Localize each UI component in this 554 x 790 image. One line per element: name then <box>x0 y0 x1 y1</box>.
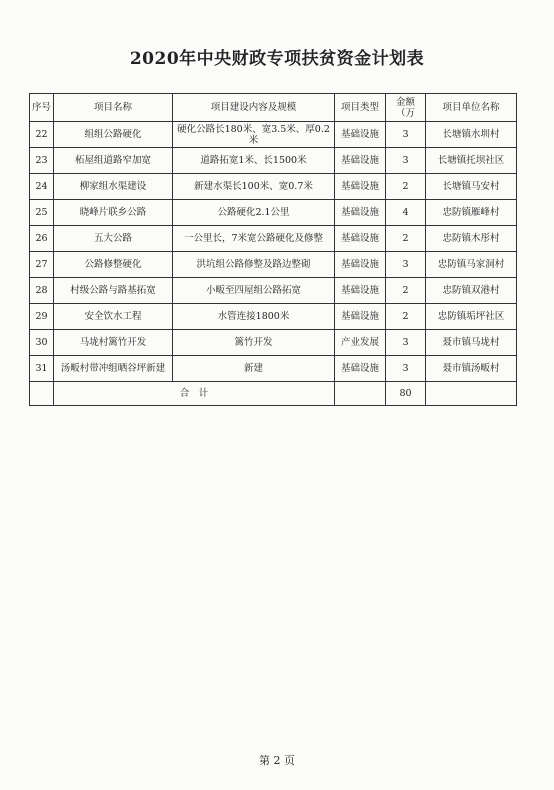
cell-unit: 忠防镇垢坪社区 <box>426 304 517 330</box>
table-row <box>30 122 517 148</box>
cell-unit: 长塘镇水圳村 <box>426 122 517 148</box>
cell-no: 23 <box>30 148 54 174</box>
cell-content: 篱竹开发 <box>173 330 335 356</box>
cell-name: 五大公路 <box>54 226 173 252</box>
page-title: 2020年中央财政专项扶贫资金计划表 <box>129 49 425 69</box>
cell-type: 基础设施 <box>335 148 386 174</box>
col-header-unit: 项目单位名称 <box>426 94 517 122</box>
col-header-amount: 金额（万 <box>386 94 426 122</box>
cell-amount: 2 <box>386 278 426 304</box>
cell-type: 基础设施 <box>335 226 386 252</box>
cell-content: 水管连接1800米 <box>173 304 335 330</box>
cell-no: 22 <box>30 122 54 148</box>
header-row <box>30 94 517 122</box>
total-type-cell <box>335 382 386 406</box>
col-header-type: 项目类型 <box>335 94 386 122</box>
cell-amount: 2 <box>386 304 426 330</box>
cell-unit: 长塘镇马安村 <box>426 174 517 200</box>
cell-unit: 聂市镇马垅村 <box>426 330 517 356</box>
plan-table <box>29 93 517 406</box>
cell-name: 组组公路硬化 <box>54 122 173 148</box>
table-row <box>30 278 517 304</box>
cell-no: 24 <box>30 174 54 200</box>
cell-amount: 3 <box>386 356 426 382</box>
cell-amount: 2 <box>386 174 426 200</box>
cell-amount: 2 <box>386 226 426 252</box>
total-empty-cell <box>30 382 54 406</box>
cell-no: 29 <box>30 304 54 330</box>
cell-content: 洪坑组公路修整及路边整砌 <box>173 252 335 278</box>
cell-name: 柳家组水渠建设 <box>54 174 173 200</box>
cell-no: 25 <box>30 200 54 226</box>
total-row <box>30 382 517 406</box>
table-row <box>30 226 517 252</box>
cell-no: 31 <box>30 356 54 382</box>
col-header-content: 项目建设内容及规模 <box>173 94 335 122</box>
cell-name: 晓峰片联乡公路 <box>54 200 173 226</box>
cell-content: 硬化公路长180米、宽3.5米、厚0.2米 <box>173 122 335 148</box>
cell-content: 新建水渠长100米、宽0.7米 <box>173 174 335 200</box>
cell-unit: 聂市镇汤畈村 <box>426 356 517 382</box>
cell-amount: 3 <box>386 330 426 356</box>
cell-amount: 3 <box>386 252 426 278</box>
table-row <box>30 174 517 200</box>
cell-name: 村级公路与路基拓宽 <box>54 278 173 304</box>
cell-type: 基础设施 <box>335 304 386 330</box>
cell-no: 30 <box>30 330 54 356</box>
cell-unit: 忠防镇木彤村 <box>426 226 517 252</box>
total-unit-cell <box>426 382 517 406</box>
cell-amount: 4 <box>386 200 426 226</box>
total-label: 合 计 <box>54 382 335 406</box>
cell-no: 26 <box>30 226 54 252</box>
table-row <box>30 200 517 226</box>
cell-unit: 忠防镇雁峰村 <box>426 200 517 226</box>
cell-type: 基础设施 <box>335 278 386 304</box>
table-row <box>30 330 517 356</box>
table-row <box>30 252 517 278</box>
cell-name: 汤畈村带冲组晒谷坪新建 <box>54 356 173 382</box>
cell-unit: 忠防镇双港村 <box>426 278 517 304</box>
cell-unit: 忠防镇马家洞村 <box>426 252 517 278</box>
table-row <box>30 356 517 382</box>
cell-name: 马垅村篱竹开发 <box>54 330 173 356</box>
cell-amount: 3 <box>386 148 426 174</box>
cell-content: 一公里长，7米宽公路硬化及修整 <box>173 226 335 252</box>
cell-no: 27 <box>30 252 54 278</box>
cell-unit: 长塘镇托坝社区 <box>426 148 517 174</box>
cell-type: 基础设施 <box>335 174 386 200</box>
cell-content: 小畈至四屋组公路拓宽 <box>173 278 335 304</box>
total-amount: 80 <box>386 382 426 406</box>
cell-type: 基础设施 <box>335 122 386 148</box>
cell-type: 基础设施 <box>335 252 386 278</box>
cell-content: 新建 <box>173 356 335 382</box>
col-header-no: 序号 <box>30 94 54 122</box>
cell-content: 公路硬化2.1公里 <box>173 200 335 226</box>
cell-name: 安全饮水工程 <box>54 304 173 330</box>
cell-type: 基础设施 <box>335 356 386 382</box>
page-number: 第 2 页 <box>259 754 295 767</box>
table-row <box>30 148 517 174</box>
cell-content: 道路拓宽1米、长1500米 <box>173 148 335 174</box>
table-row <box>30 304 517 330</box>
cell-type: 基础设施 <box>335 200 386 226</box>
cell-name: 柘屋组道路窄加宽 <box>54 148 173 174</box>
cell-no: 28 <box>30 278 54 304</box>
col-header-name: 项目名称 <box>54 94 173 122</box>
cell-amount: 3 <box>386 122 426 148</box>
cell-name: 公路修整硬化 <box>54 252 173 278</box>
cell-type: 产业发展 <box>335 330 386 356</box>
